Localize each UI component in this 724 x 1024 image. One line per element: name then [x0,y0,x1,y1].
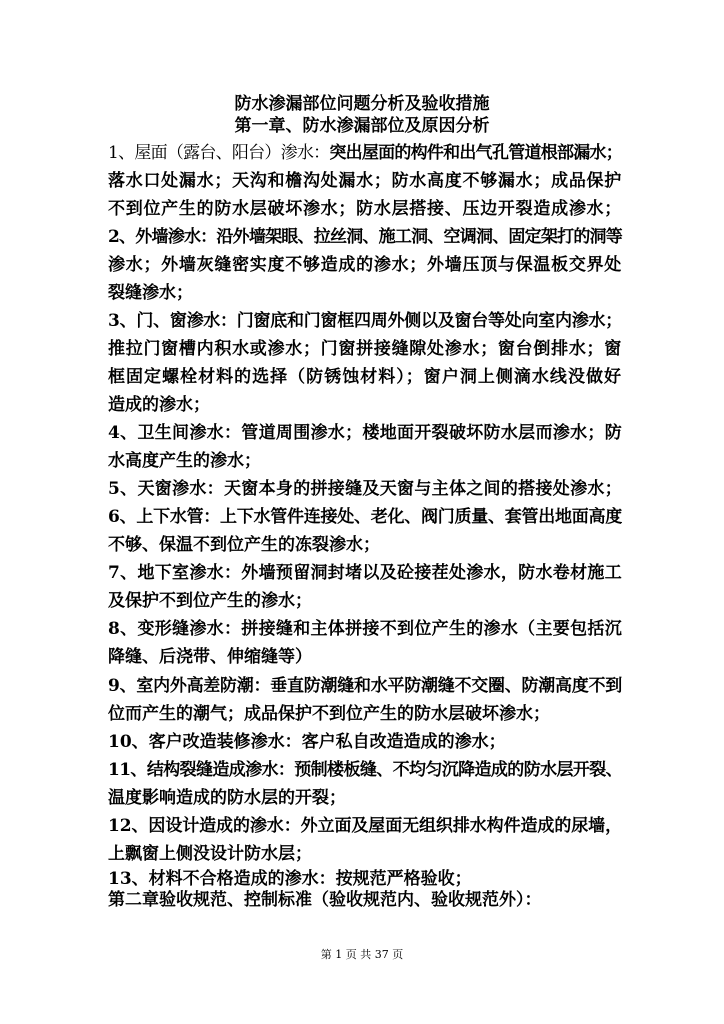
page-footer: 第 1 页 共 37 页 [320,948,404,961]
body-line [108,143,622,163]
body-line: 降缝、后浇带、伸缩缝等） [108,647,312,667]
body-line: 水高度产生的渗水； [108,451,261,471]
body-line: 3、门、窗渗水：门窗底和门窗框四周外侧以及窗台等处向室内渗水； [108,311,622,331]
body-line: 8、变形缝渗水：拼接缝和主体拼接不到位产生的渗水（主要包括沉 [108,619,623,639]
body-line: 2、外墙渗水：沿外墙架眼、拉丝洞、施工洞、空调洞、固定架打的洞等 [108,227,622,247]
body-line: 裂缝渗水； [108,283,193,303]
chapter-1-heading: 第一章、防水渗漏部位及原因分析 [234,116,490,136]
item-1-label: 1、屋面（露台、阳台）渗水： [108,143,330,163]
body-line: 渗水；外墙灰缝密实度不够造成的渗水；外墙压顶与保温板交界处 [108,255,622,275]
body-line: 5、天窗渗水：天窗本身的拼接缝及天窗与主体之间的搭接处渗水； [108,479,623,499]
body-line: 框固定螺栓材料的选择（防锈蚀材料）；窗户洞上侧滴水线没做好 [108,367,622,387]
body-line: 6、上下水管：上下水管件连接处、老化、阀门质量、套管出地面高度 [108,507,622,527]
body-line: 7、地下室渗水：外墙预留洞封堵以及砼接茬处渗水，防水卷材施工 [108,563,623,583]
body-line: 造成的渗水； [108,395,210,415]
body-line: 上飘窗上侧没设计防水层； [108,844,312,864]
body-line: 11、结构裂缝造成渗水：预制楼板缝、不均匀沉降造成的防水层开裂、 [108,760,623,780]
body-line: 12、因设计造成的渗水：外立面及屋面无组织排水构件造成的尿墙， [108,816,622,836]
body-line: 落水口处漏水；天沟和檐沟处漏水；防水高度不够漏水；成品保护 [108,171,622,191]
body-line: 推拉门窗槽内积水或渗水；门窗拼接缝隙处渗水；窗台倒排水；窗 [108,339,622,359]
body-line: 不够、保温不到位产生的冻裂渗水； [108,535,380,555]
body-line: 位而产生的潮气；成品保护不到位产生的防水层破坏渗水； [108,704,550,724]
body-line: 10、客户改造装修渗水：客户私自改造造成的渗水； [108,732,506,752]
body-line: 不到位产生的防水层破坏渗水；防水层搭接、压边开裂造成渗水； [108,199,622,219]
document-title: 防水渗漏部位问题分析及验收措施 [234,94,490,114]
body-line: 及保护不到位产生的渗水； [108,591,312,611]
body-line: 9、室内外高差防潮：垂直防潮缝和水平防潮缝不交圈、防潮高度不到 [108,676,622,696]
body-line: 温度影响造成的防水层的开裂； [108,788,346,808]
item-1-text: 突出屋面的构件和出气孔管道根部漏水； [329,143,622,163]
chapter-2-heading: 第二章验收规范、控制标准（验收规范内、验收规范外）： [108,890,542,910]
body-line: 4、卫生间渗水：管道周围渗水；楼地面开裂破坏防水层而渗水；防 [108,423,623,443]
body-line: 13、材料不合格造成的渗水：按规范严格验收； [108,869,472,889]
